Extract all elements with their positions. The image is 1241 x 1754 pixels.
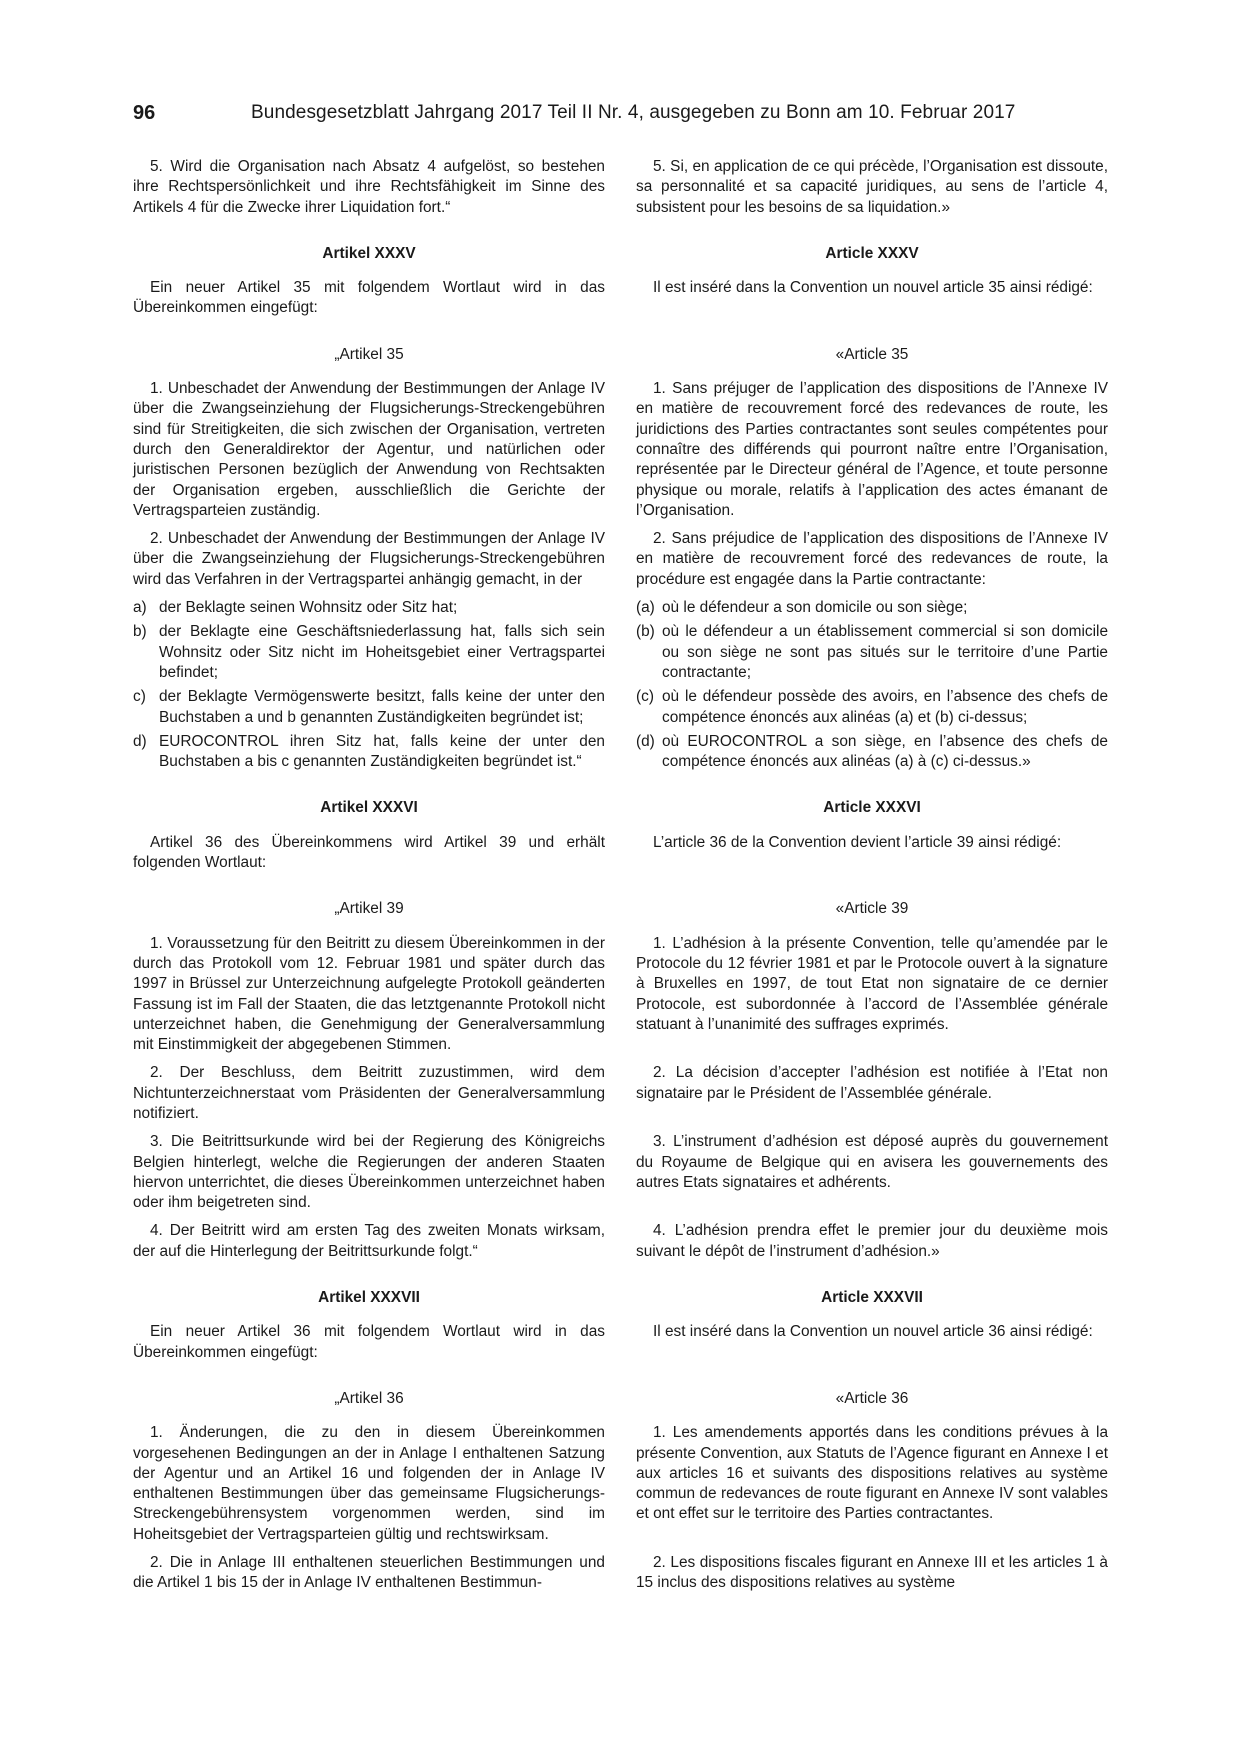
paragraph: Ein neuer Artikel 36 mit folgendem Wortlaut wird in das Übereinkommen eingefügt: <box>133 1323 605 1361</box>
bilingual-row <box>133 622 1108 683</box>
paragraph: 2. Sans préjudice de l’application des dispositions de l’Annexe IV en matière de recouvrement forcé des redevances de route, la procédure est engagée dans la Partie contractante: <box>636 530 1108 588</box>
bilingual-row <box>133 934 1108 1056</box>
list-item-text: der Beklagte seinen Wohnsitz oder Sitz hat; <box>159 599 458 617</box>
paragraph: 4. L’adhésion prendra effet le premier jour du deuxième mois suivant le dépôt de l’instrument d’adhésion.» <box>636 1222 1108 1260</box>
list-marker: c) <box>133 688 146 706</box>
column-german <box>133 1423 605 1545</box>
list-item-text: EUROCONTROL ihren Sitz hat, falls keine der unter den Buchstaben a bis c genannten Zuständigkeiten begründet ist.“ <box>159 732 605 771</box>
column-german <box>133 622 605 683</box>
article-heading: Artikel XXXV <box>322 244 416 262</box>
list-item <box>133 687 605 728</box>
list-marker: a) <box>133 599 147 617</box>
bilingual-row <box>133 157 1108 218</box>
paragraph: 5. Si, en application de ce qui précède, l’Organisation est dissoute, sa personnalité et sa capacité juridiques, au sens de l’article 4, subsistent pour les besoins de sa liquidation.» <box>636 158 1108 216</box>
column-german <box>133 1132 605 1213</box>
paragraph: 4. Der Beitritt wird am ersten Tag des zweiten Monats wirksam, der auf die Hinterlegung der Beitrittsurkunde folgt.“ <box>133 1222 605 1260</box>
list-item-text: der Beklagte eine Geschäftsniederlassung hat, falls sich sein Wohnsitz oder Sitz nicht im Hoheitsgebiet einer Vertragspartei befindet; <box>159 623 605 681</box>
quoted-article-title: „Artikel 35 <box>334 345 404 363</box>
column-french <box>636 1221 1108 1262</box>
column-french <box>636 379 1108 521</box>
column-german <box>133 278 605 319</box>
column-french <box>636 1389 1108 1409</box>
quoted-article-title: «Article 39 <box>835 900 909 918</box>
paragraph: 2. Unbeschadet der Anwendung der Bestimmungen der Anlage IV über die Zwangseinziehung der Flugsicherungs-Streckengebühren wird das Verfahren in der Vertragspartei anhängig gemacht, in der <box>133 530 605 588</box>
paragraph: 2. La décision d’accepter l’adhésion est notifiée à l’Etat non signataire par le Président de l’Assemblée générale. <box>636 1064 1108 1102</box>
column-german <box>133 1322 605 1363</box>
page-number: 96 <box>133 102 156 124</box>
list-item <box>636 598 1108 618</box>
bilingual-row <box>133 1063 1108 1124</box>
page-header <box>133 98 1108 128</box>
bilingual-row <box>133 1423 1108 1545</box>
column-french <box>636 278 1108 319</box>
paragraph: 1. Unbeschadet der Anwendung der Bestimmungen der Anlage IV über die Zwangseinziehung der Flugsicherungs-Streckengebühren sind für Streitigkeiten, die sich zwischen der Organisation, vertreten durch den Generaldirektor der Agentur, und natürlichen oder juristischen Personen bezüglich der Anwendung von Rechtsakten der Organisation ergeben, ausschließlich die Gerichte der Vertragsparteien zuständig. <box>133 380 605 519</box>
gazette-title: Bundesgesetzblatt Jahrgang 2017 Teil II Nr. 4, ausgegeben zu Bonn am 10. Februar 2017 <box>251 102 1016 123</box>
column-german <box>133 833 605 874</box>
paragraph: 1. Sans préjuger de l’application des dispositions de l’Annexe IV en matière de recouvrement forcé des redevances de route, les juridictions des Parties contractantes sont seules compétentes pour connaître des différends qui pourront naître entre l’Organisation, représentée par le Directeur général de l’Agence, et toute personne physique ou morale, relatifs à l’application des actes émanant de l’Organisation. <box>636 380 1108 519</box>
column-french <box>636 244 1108 264</box>
bilingual-row <box>133 1553 1108 1594</box>
list-item-text: der Beklagte Vermögenswerte besitzt, falls keine der unter den Buchstaben a und b genannten Zuständigkeiten begründet ist; <box>159 688 605 726</box>
list-item-text: où le défendeur a un établissement commercial si son domicile ou son siège ne sont pas situés sur le territoire d’une Partie contractante; <box>662 623 1108 681</box>
column-french <box>636 934 1108 1056</box>
column-german <box>133 157 605 218</box>
bilingual-row <box>133 1389 1108 1409</box>
column-german <box>133 244 605 264</box>
column-german <box>133 529 605 590</box>
paragraph: Ein neuer Artikel 35 mit folgendem Wortlaut wird in das Übereinkommen eingefügt: <box>133 279 605 317</box>
paragraph: Il est inséré dans la Convention un nouvel article 35 ainsi rédigé: <box>653 279 1093 297</box>
column-german <box>133 687 605 728</box>
paragraph: L’article 36 de la Convention devient l’article 39 ainsi rédigé: <box>653 833 1062 851</box>
column-french <box>636 1322 1108 1363</box>
list-item-text: où le défendeur possède des avoirs, en l’absence des chefs de compétence énoncés aux alinéas (a) et (b) ci-dessus; <box>662 688 1108 726</box>
column-french <box>636 1288 1108 1308</box>
paragraph: 1. Les amendements apportés dans les conditions prévues à la présente Convention, aux Statuts de l’Agence figurant en Annexe I et aux articles 16 et suivants des dispositions relatives au système commun de redevances de route figurant en Annexe IV sont valables et ont effet sur le territoire des Parties contractantes. <box>636 1424 1108 1523</box>
column-german <box>133 899 605 919</box>
column-german <box>133 1063 605 1124</box>
column-french <box>636 687 1108 728</box>
paragraph: 3. L’instrument d’adhésion est déposé auprès du gouvernement du Royaume de Belgique qui en avisera les gouvernements des autres Etats signataires et adhérents. <box>636 1133 1108 1191</box>
paragraph: 3. Die Beitrittsurkunde wird bei der Regierung des Königreichs Belgien hinterlegt, welche die Regierungen der anderen Staaten hiervon unterrichtet, die dieses Übereinkommen unterzeichnet haben oder ihm beigetreten sind. <box>133 1133 605 1212</box>
column-french <box>636 157 1108 218</box>
list-item-text: où le défendeur a son domicile ou son siège; <box>662 599 968 617</box>
article-heading: Article XXXVI <box>823 799 921 817</box>
bilingual-row <box>133 345 1108 365</box>
list-item <box>636 622 1108 683</box>
paragraph: 2. Der Beschluss, dem Beitritt zuzustimmen, wird dem Nichtunterzeichnerstaat vom Präsidenten der Generalversammlung notifiziert. <box>133 1064 605 1122</box>
list-item <box>636 687 1108 728</box>
column-german <box>133 1288 605 1308</box>
column-german <box>133 598 605 618</box>
list-marker: (b) <box>636 623 655 641</box>
document-body <box>133 157 1108 1594</box>
quoted-article-title: «Article 35 <box>835 345 909 363</box>
column-german <box>133 379 605 521</box>
list-item-text: où EUROCONTROL a son siège, en l’absence des chefs de compétence énoncés aux alinéas (a) à (c) ci-dessus.» <box>662 732 1108 771</box>
column-german <box>133 345 605 365</box>
column-french <box>636 798 1108 818</box>
bilingual-row <box>133 833 1108 874</box>
bilingual-row <box>133 798 1108 818</box>
column-french <box>636 622 1108 683</box>
column-french <box>636 1063 1108 1124</box>
column-french <box>636 833 1108 874</box>
bilingual-row <box>133 1322 1108 1363</box>
article-heading: Artikel XXXVII <box>318 1289 420 1307</box>
bilingual-row <box>133 1221 1108 1262</box>
bilingual-row <box>133 379 1108 521</box>
bilingual-row <box>133 529 1108 590</box>
column-german <box>133 934 605 1056</box>
column-german <box>133 1389 605 1409</box>
bilingual-row <box>133 687 1108 728</box>
list-item <box>133 732 605 773</box>
quoted-article-title: „Artikel 39 <box>334 900 404 918</box>
column-french <box>636 1132 1108 1213</box>
bilingual-row <box>133 732 1108 773</box>
bilingual-row <box>133 244 1108 264</box>
column-german <box>133 798 605 818</box>
paragraph: 2. Les dispositions fiscales figurant en Annexe III et les articles 1 à 15 inclus des dispositions relatives au système <box>636 1554 1108 1592</box>
article-heading: Artikel XXXVI <box>320 799 418 817</box>
paragraph: Artikel 36 des Übereinkommens wird Artikel 39 und erhält folgenden Wortlaut: <box>133 833 605 872</box>
article-heading: Article XXXVII <box>821 1289 923 1307</box>
column-german <box>133 1553 605 1594</box>
paragraph: 2. Die in Anlage III enthaltenen steuerlichen Bestimmungen und die Artikel 1 bis 15 der in Anlage IV enthaltenen Bestimmun- <box>133 1554 605 1592</box>
column-french <box>636 529 1108 590</box>
bilingual-row <box>133 278 1108 319</box>
bilingual-row <box>133 1132 1108 1213</box>
list-item <box>133 622 605 683</box>
list-marker: d) <box>133 732 147 750</box>
list-item <box>133 598 605 618</box>
list-marker: b) <box>133 623 147 641</box>
bilingual-row <box>133 1288 1108 1308</box>
column-french <box>636 732 1108 773</box>
paragraph: 1. Voraussetzung für den Beitritt zu diesem Übereinkommen in der durch das Protokoll vom 12. Februar 1981 und später durch das 1997 in Brüssel zur Unterzeichnung aufgelegte Protokoll geänderten Fassung ist im Fall der Staaten, die das letztgenannte Protokoll nicht unterzeichnet haben, die Genehmigung der Generalversammlung mit Einstimmigkeit der abgegebenen Stimmen. <box>133 934 605 1054</box>
list-marker: (c) <box>636 688 654 706</box>
list-marker: (d) <box>636 732 655 750</box>
column-french <box>636 1423 1108 1545</box>
article-heading: Article XXXV <box>825 244 919 262</box>
paragraph: Il est inséré dans la Convention un nouvel article 36 ainsi rédigé: <box>653 1323 1093 1341</box>
list-item <box>636 732 1108 773</box>
column-french <box>636 1553 1108 1594</box>
bilingual-row <box>133 598 1108 618</box>
column-french <box>636 899 1108 919</box>
column-german <box>133 1221 605 1262</box>
bilingual-row <box>133 899 1108 919</box>
quoted-article-title: «Article 36 <box>835 1389 909 1407</box>
quoted-article-title: „Artikel 36 <box>334 1389 404 1407</box>
list-marker: (a) <box>636 599 655 617</box>
column-french <box>636 345 1108 365</box>
paragraph: 1. Änderungen, die zu den in diesem Übereinkommen vorgesehenen Bedingungen an der in Anlage I enthaltenen Satzung der Agentur und an Artikel 16 und folgenden der in Anlage IV enthaltenen Bestimmungen über das gemeinsame Flugsicherungs-Streckengebührensystem vorgenommen werden, sind im Hoheitsgebiet der Vertragsparteien gültig und rechtswirksam. <box>133 1424 605 1543</box>
paragraph: 1. L’adhésion à la présente Convention, telle qu’amendée par le Protocole du 12 février 1981 et par le Protocole ouvert à la signature à Bruxelles en 1997, de tout Etat non signataire de ce dernier Protocole, est subordonnée à l’accord de l’Assemblée générale statuant à l’unanimité des suffrages exprimés. <box>636 934 1108 1033</box>
column-french <box>636 598 1108 618</box>
paragraph: 5. Wird die Organisation nach Absatz 4 aufgelöst, so bestehen ihre Rechtspersönlichkeit und ihre Rechtsfähigkeit im Sinne des Artikels 4 für die Zwecke ihrer Liquidation fort.“ <box>133 158 605 216</box>
column-german <box>133 732 605 773</box>
